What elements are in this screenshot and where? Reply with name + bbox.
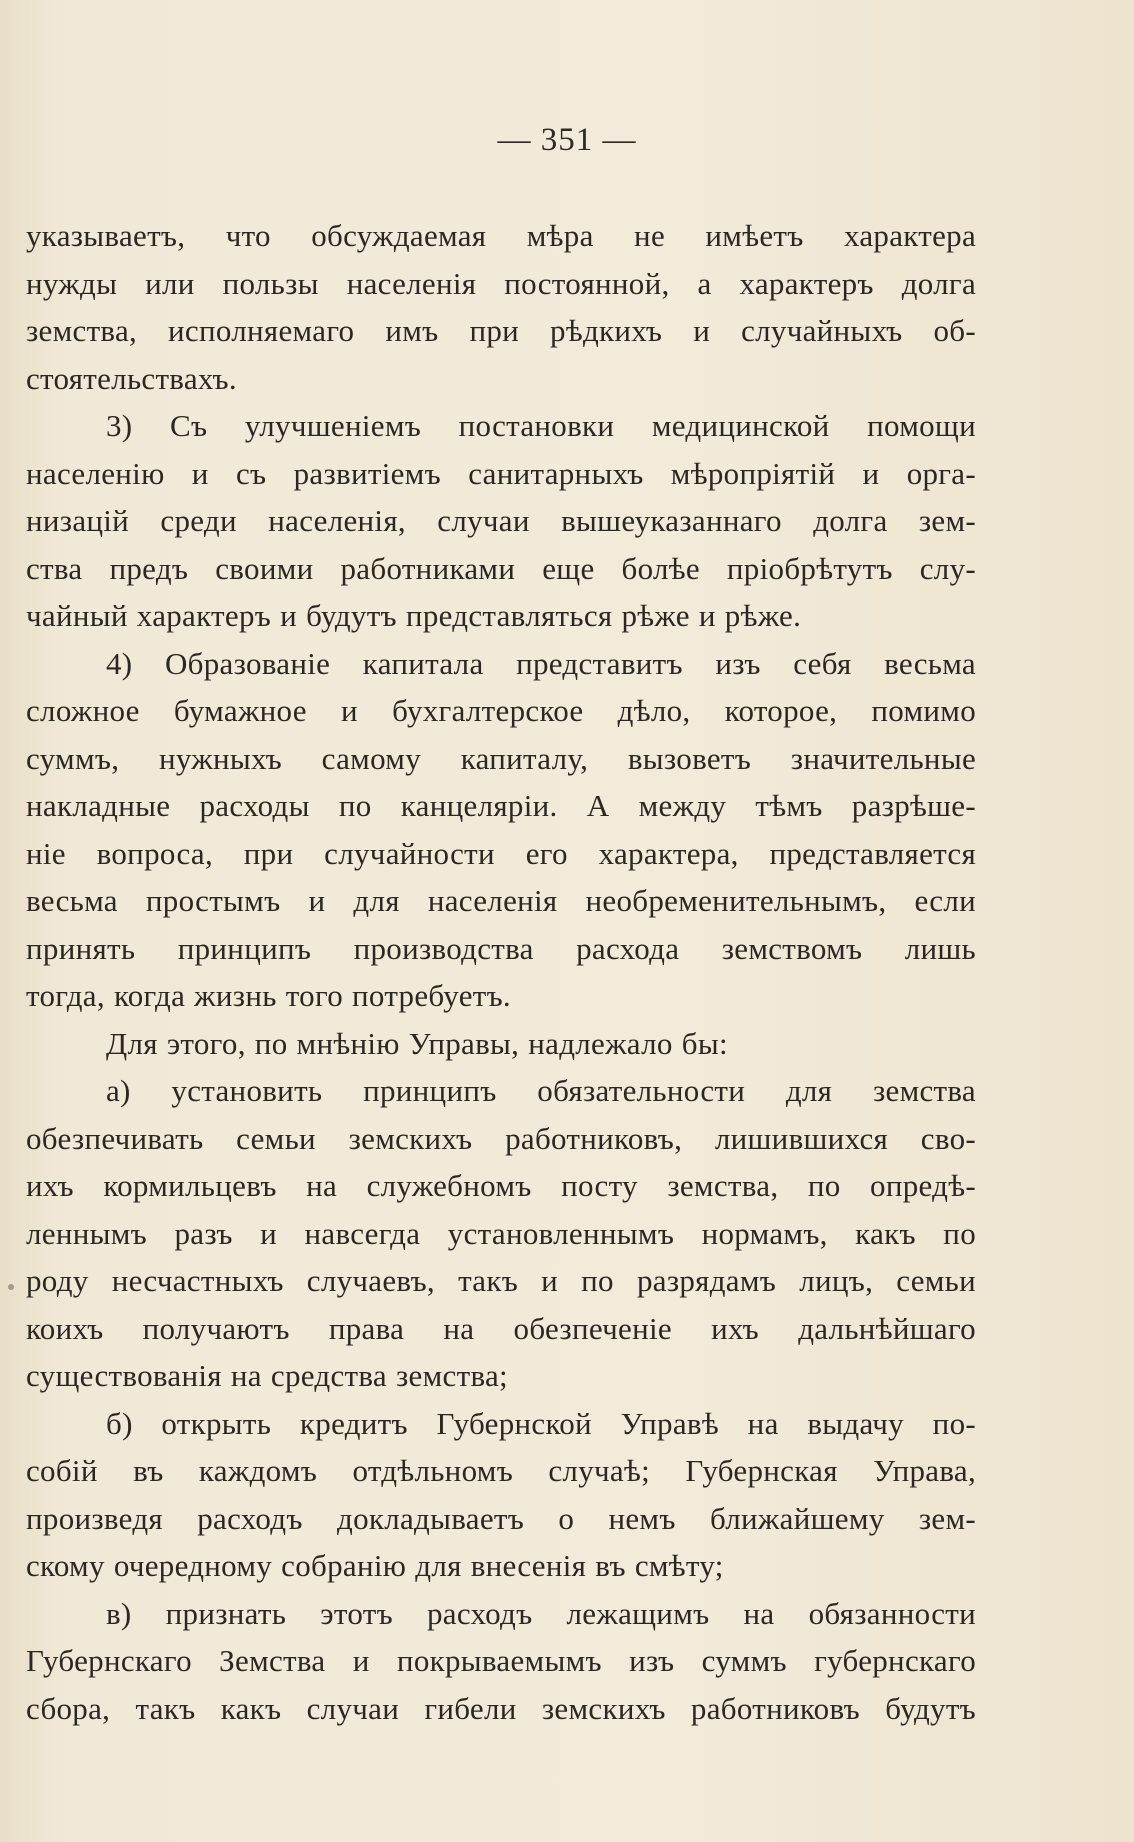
text-line: стоятельствахъ. — [26, 360, 237, 396]
text-line: сложное бумажное и бухгалтерское дѣло, которое, помимо — [26, 693, 976, 728]
body-text — [26, 212, 976, 1732]
text-line: Для этого, по мнѣнію Управы, надлежало бы: — [106, 1025, 728, 1061]
text-line: существованія на средства земства; — [26, 1358, 508, 1393]
text-line: произведя расходъ докладываетъ о немъ ближайшему зем- — [26, 1500, 976, 1536]
text-line: 4) Образованіе капитала представитъ изъ себя весьма — [106, 645, 976, 681]
text-line: тогда, когда жизнь того потребуетъ. — [26, 978, 511, 1013]
text-line: скому очередному собранію для внесенія въ смѣту; — [26, 1548, 724, 1583]
text-line: принять принципъ производства расхода земствомъ лишь — [26, 930, 976, 966]
text-line: земства, исполняемаго имъ при рѣдкихъ и случайныхъ об- — [26, 313, 976, 348]
text-line: сбора, такъ какъ случаи гибели земскихъ работниковъ будутъ — [26, 1690, 976, 1726]
text-line: 3) Съ улучшеніемъ постановки медицинской помощи — [106, 408, 976, 443]
text-line: нужды или пользы населенія постоянной, а характеръ долга — [26, 265, 976, 301]
text-line: указываетъ, что обсуждаемая мѣра не имѣетъ характера — [26, 218, 976, 253]
page-number: — 351 — — [497, 122, 637, 158]
text-line: обезпечивать семьи земскихъ работниковъ, лишившихся сво- — [26, 1120, 976, 1156]
text-line: ніе вопроса, при случайности его характера, представляется — [26, 835, 976, 871]
text-line: ихъ кормильцевъ на служебномъ посту земства, по опредѣ- — [26, 1168, 976, 1203]
text-line: населенію и съ развитіемъ санитарныхъ мѣропріятій и орга- — [26, 455, 976, 491]
text-line: а) установить принципъ обязательности для земства — [106, 1073, 976, 1108]
text-line: ства предъ своими работниками еще болѣе пріобрѣтутъ слу- — [26, 550, 976, 586]
text-line: Губернскаго Земства и покрываемымъ изъ суммъ губернскаго — [26, 1643, 976, 1678]
text-line: коихъ получаютъ права на обезпеченіе ихъ дальнѣйшаго — [26, 1310, 976, 1346]
text-line: б) открыть кредитъ Губернской Управѣ на выдачу по- — [106, 1405, 976, 1441]
text-line: роду несчастныхъ случаевъ, такъ и по разрядамъ лицъ, семьи — [26, 1263, 976, 1298]
text-line: накладные расходы по канцеляріи. А между тѣмъ разрѣше- — [26, 788, 976, 823]
margin-mark — [8, 1284, 14, 1290]
text-line: собій въ каждомъ отдѣльномъ случаѣ; Губернская Управа, — [26, 1453, 976, 1488]
text-line: чайный характеръ и будутъ представляться рѣже и рѣже. — [26, 598, 802, 633]
text-line: леннымъ разъ и навсегда установленнымъ нормамъ, какъ по — [26, 1215, 976, 1251]
text-line: в) признать этотъ расходъ лежащимъ на обязанности — [106, 1595, 976, 1631]
text-line: суммъ, нужныхъ самому капиталу, вызоветъ значительные — [26, 740, 976, 776]
text-line: весьма простымъ и для населенія необременительнымъ, если — [26, 883, 976, 918]
text-line: низацій среди населенія, случаи вышеуказаннаго долга зем- — [26, 503, 976, 538]
